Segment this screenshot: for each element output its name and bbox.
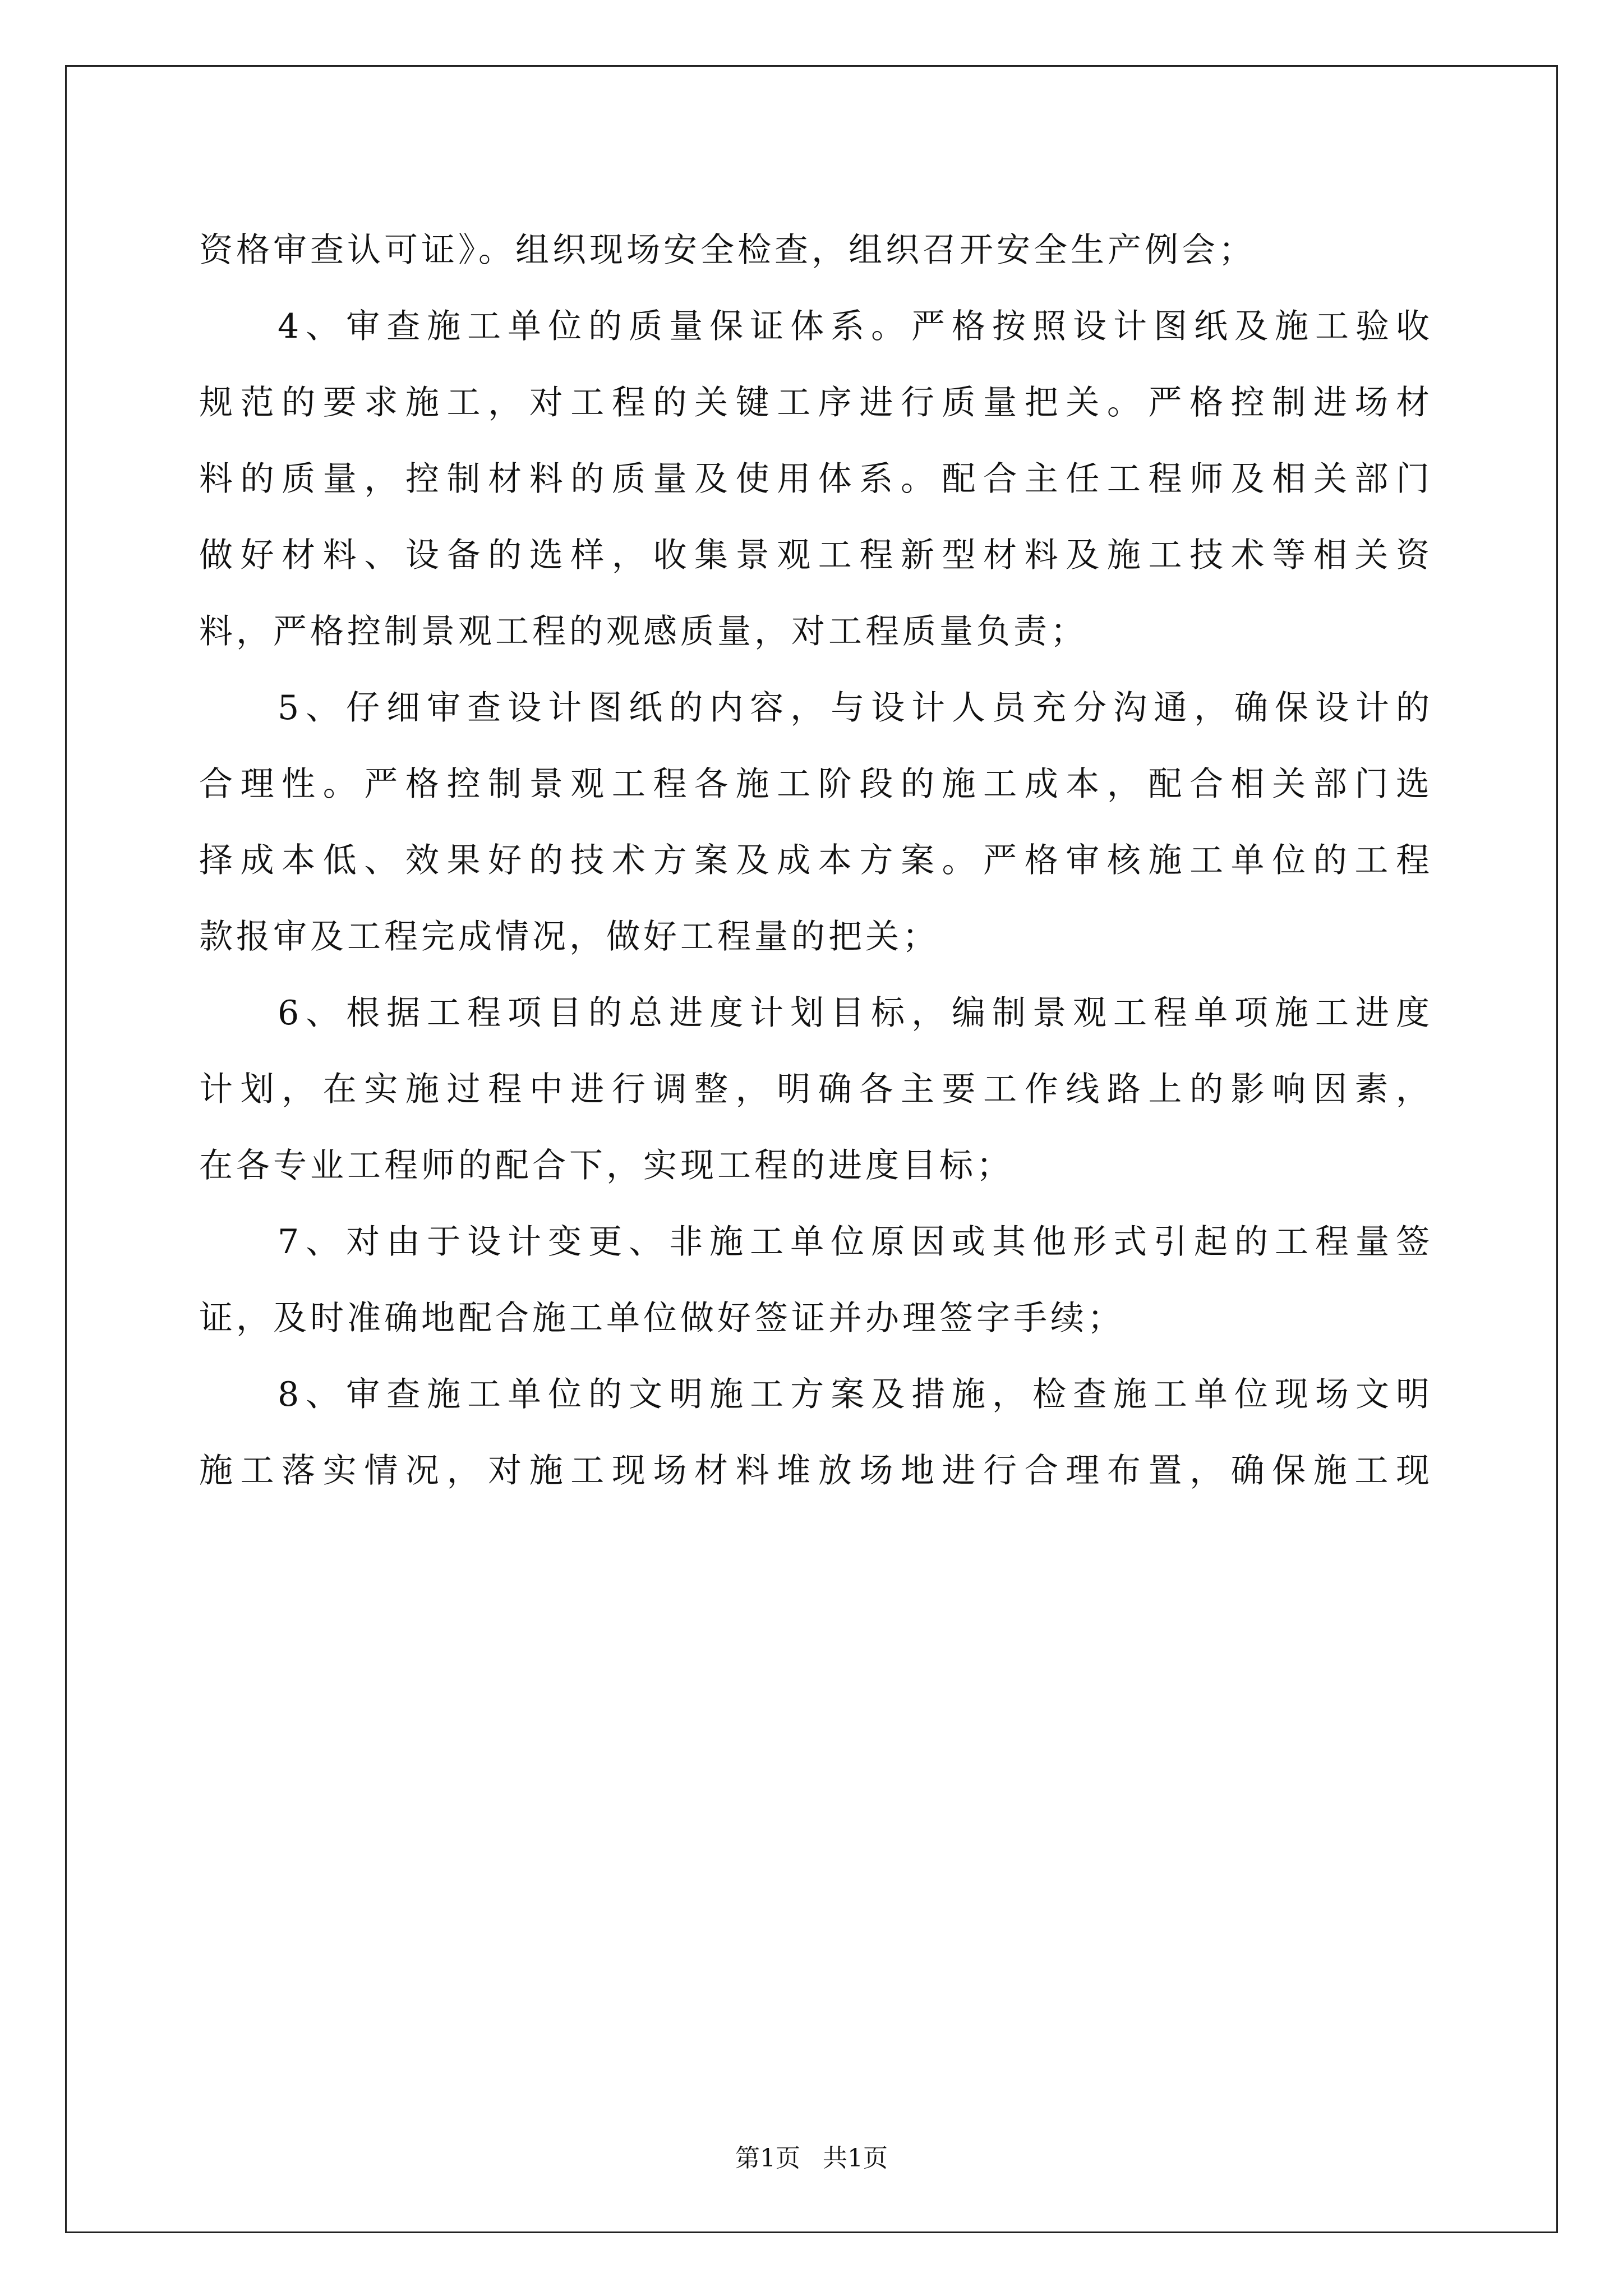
text-line: 计划，在实施过程中进行调整，明确各主要工作线路上的影响因素， — [199, 1070, 1433, 1109]
page-total: 共1页 — [823, 2144, 888, 2173]
text-line: 6、根据工程项目的总进度计划目标，编制景观工程单项施工进度 — [278, 993, 1433, 1033]
text-line: 5、仔细审查设计图纸的内容，与设计人员充分沟通，确保设计的 — [278, 688, 1433, 728]
page-number: 第1页 — [735, 2144, 800, 2173]
text-line: 款报审及工程完成情况，做好工程量的把关； — [199, 917, 939, 956]
text-line: 合理性。严格控制景观工程各施工阶段的施工成本，配合相关部门选 — [199, 765, 1433, 804]
text-line: 在各专业工程师的配合下，实现工程的进度目标； — [199, 1146, 1013, 1185]
document-body — [199, 212, 1433, 1509]
text-line: 8、审查施工单位的文明施工方案及措施，检查施工单位现场文明 — [278, 1375, 1433, 1414]
text-line: 做好材料、设备的选样，收集景观工程新型材料及施工技术等相关资 — [199, 536, 1433, 575]
text-line: 料，严格控制景观工程的观感质量，对工程质量负责； — [199, 612, 1087, 651]
text-line: 施工落实情况，对施工现场材料堆放场地进行合理布置，确保施工现 — [199, 1451, 1433, 1490]
text-line: 证，及时准确地配合施工单位做好签证并办理签字手续； — [199, 1299, 1124, 1338]
page-footer — [0, 2142, 1623, 2175]
text-line: 规范的要求施工，对工程的关键工序进行质量把关。严格控制进场材 — [199, 383, 1433, 422]
text-line: 4、审查施工单位的质量保证体系。严格按照设计图纸及施工验收 — [278, 307, 1433, 346]
text-line: 择成本低、效果好的技术方案及成本方案。严格审核施工单位的工程 — [199, 841, 1433, 880]
text-line: 7、对由于设计变更、非施工单位原因或其他形式引起的工程量签 — [278, 1222, 1433, 1262]
text-line: 料的质量，控制材料的质量及使用体系。配合主任工程师及相关部门 — [199, 459, 1433, 499]
text-line: 资格审查认可证》。组织现场安全检查，组织召开安全生产例会； — [199, 231, 1256, 270]
